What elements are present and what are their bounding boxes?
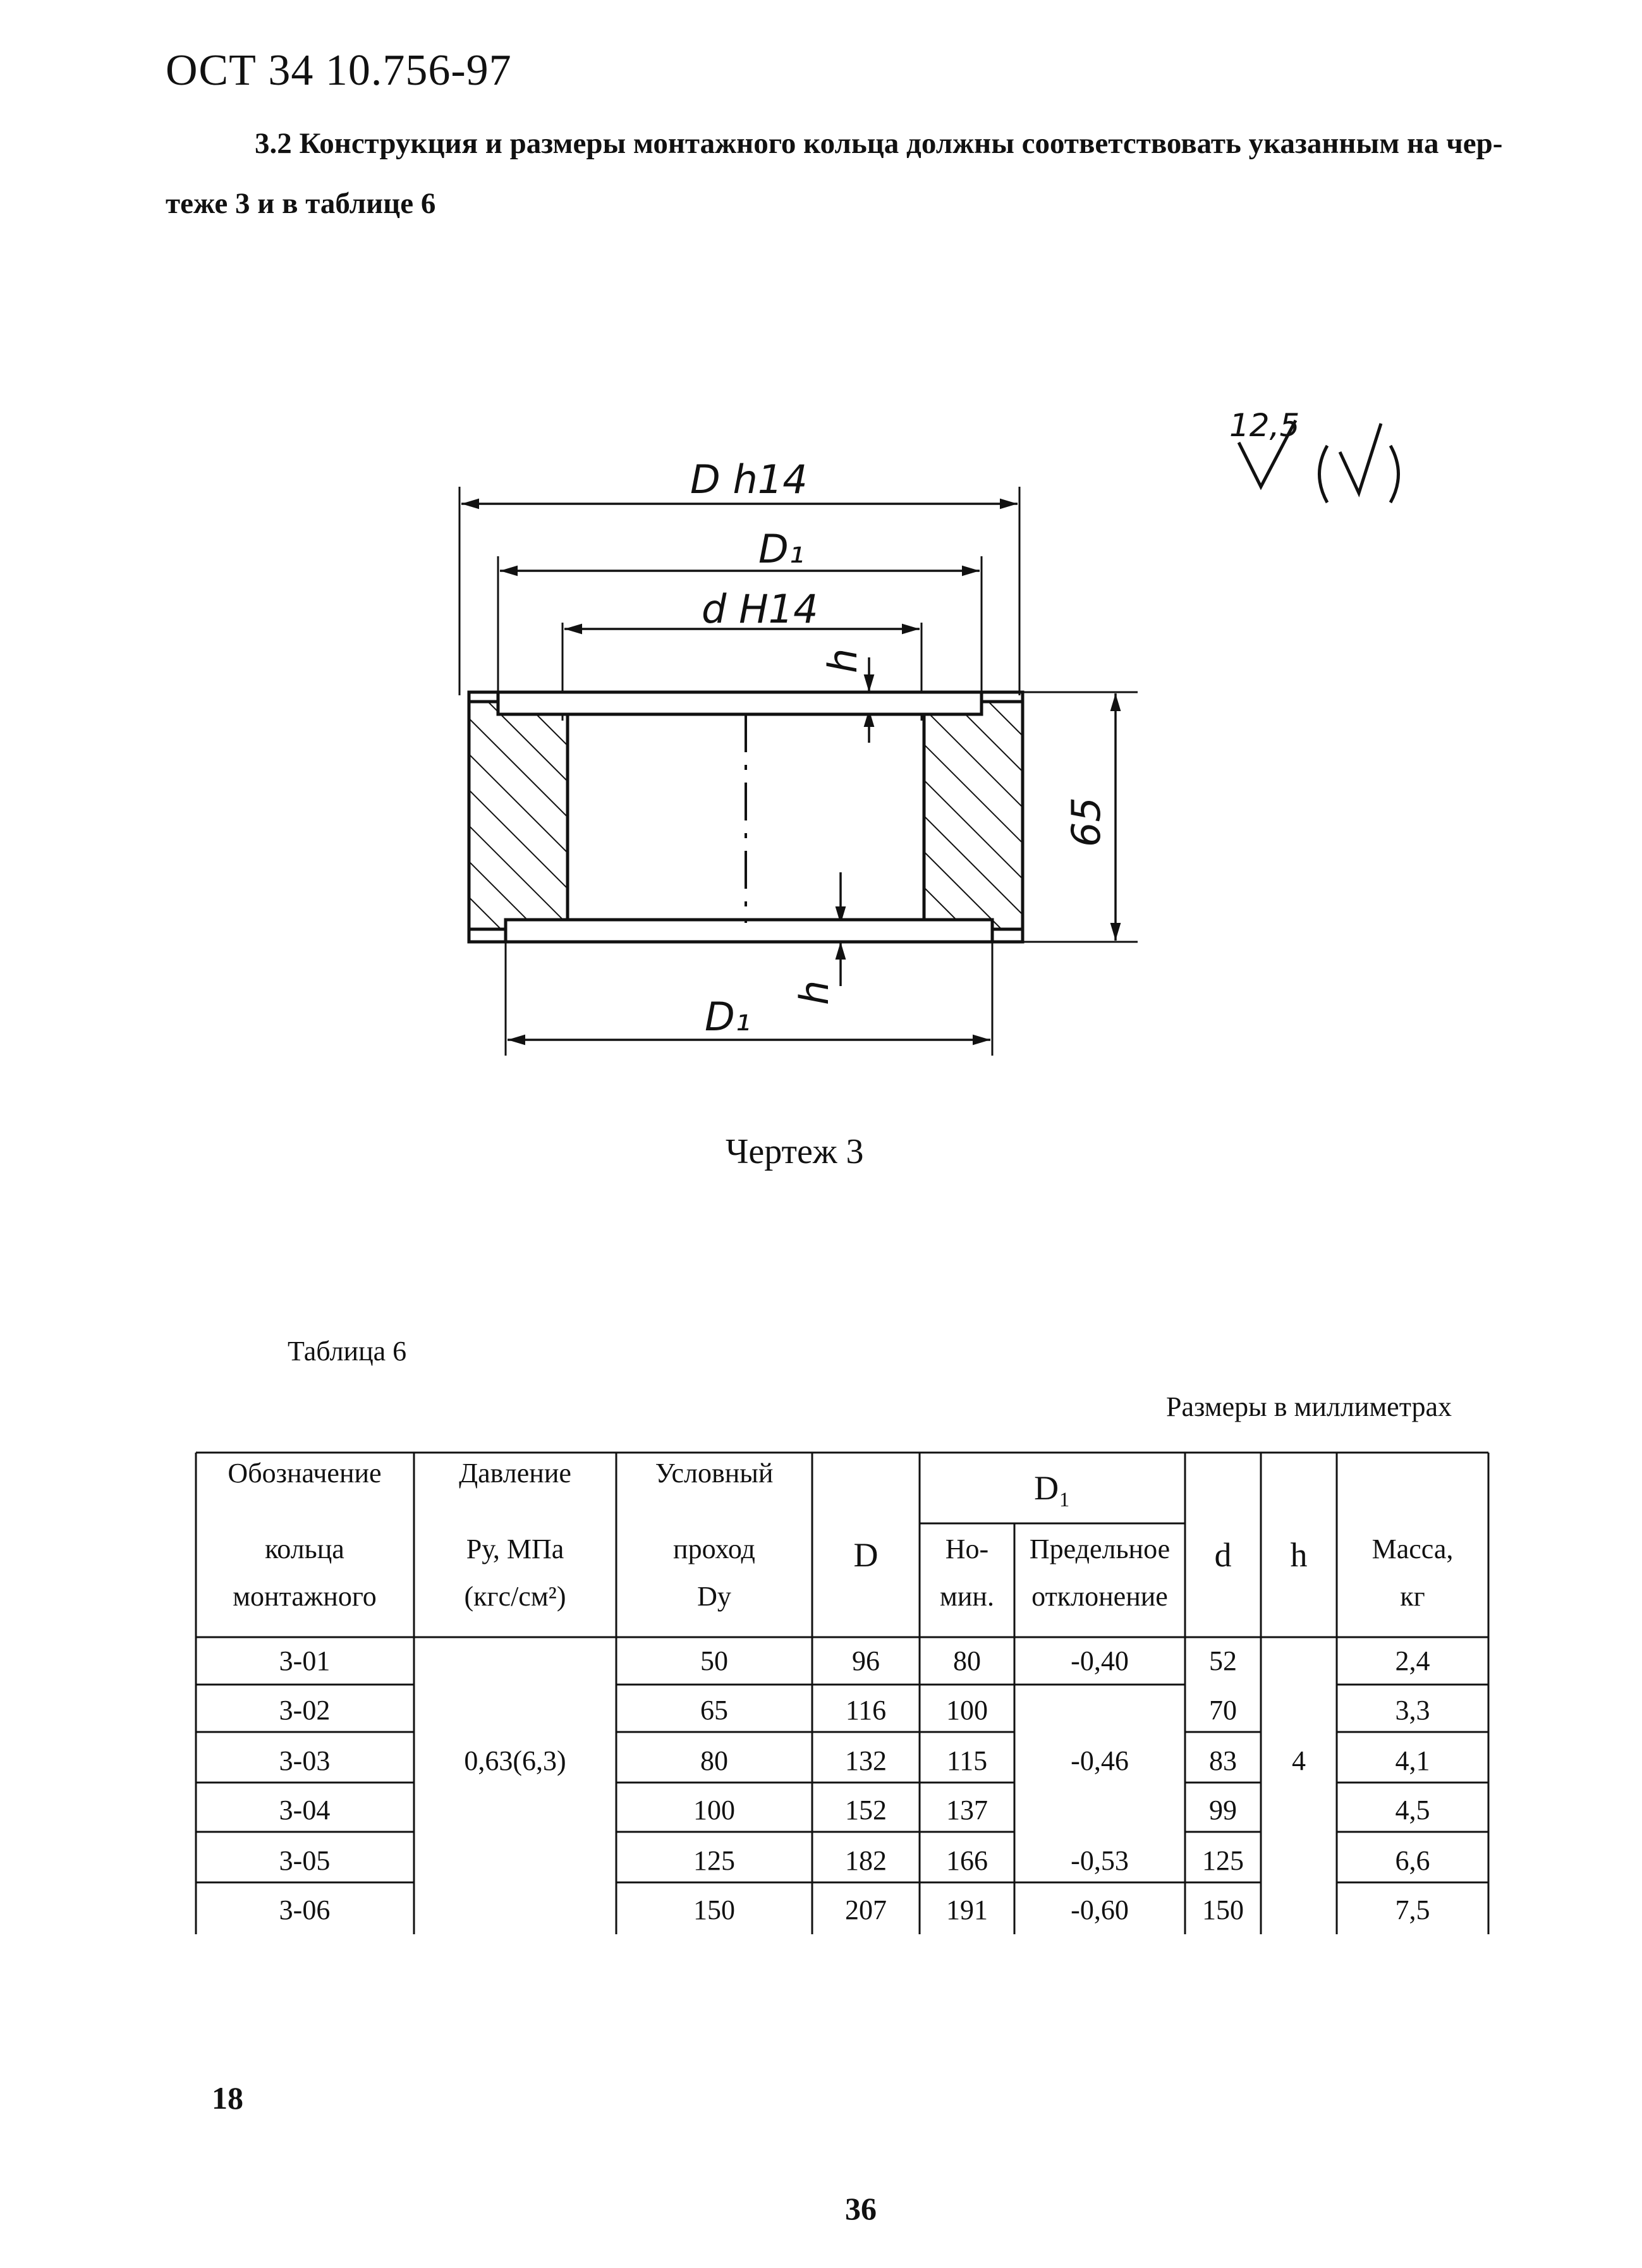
dim-label-height: 65 <box>1063 797 1109 847</box>
header-D1-deviation-2: отклонение <box>1031 1581 1168 1612</box>
header-D1-nominal-2: мин. <box>940 1581 994 1612</box>
cell-designation: 3-05 <box>279 1845 331 1876</box>
paragraph-line-2: теже 3 и в таблице 6 <box>166 187 436 220</box>
cell-mass: 4,5 <box>1395 1795 1430 1826</box>
cell-designation: 3-03 <box>279 1745 331 1776</box>
header-designation-2: кольца <box>265 1533 344 1564</box>
cell-d1: 137 <box>946 1795 988 1826</box>
cell-d: 116 <box>845 1695 887 1726</box>
header-mass-1: Масса, <box>1371 1533 1454 1564</box>
cell-designation: 3-04 <box>279 1795 331 1826</box>
header-pressure-2: Ру, МПа <box>466 1533 564 1564</box>
header-designation-3: монтажного <box>233 1581 377 1612</box>
header-D1: D₁ <box>1034 1469 1071 1507</box>
cell-deviation-4: -0,60 <box>1071 1894 1129 1925</box>
cell-mass: 6,6 <box>1395 1845 1430 1876</box>
dim-label-h-top: h <box>820 648 866 673</box>
header-passage-3: Dу <box>697 1581 731 1612</box>
sheet-number: 18 <box>212 2080 243 2116</box>
paragraph-line-1: 3.2 Конструкция и размеры монтажного кольца должны соответствовать указанным на чер- <box>255 127 1503 160</box>
cell-d: 152 <box>845 1795 887 1826</box>
header-D1-deviation-1: Предельное <box>1029 1533 1171 1564</box>
cell-mass: 7,5 <box>1395 1894 1430 1925</box>
cell-mass: 4,1 <box>1395 1745 1430 1776</box>
header-D1-nominal-1: Но- <box>945 1533 989 1564</box>
table-grid <box>196 1453 1488 1934</box>
header-D: D <box>853 1536 879 1574</box>
cell-d1: 166 <box>946 1845 988 1876</box>
cell-d1: 80 <box>953 1645 981 1676</box>
cell-mass: 3,3 <box>1395 1695 1430 1726</box>
cell-passage: 65 <box>700 1695 728 1726</box>
cell-designation: 3-06 <box>279 1894 331 1925</box>
header-pressure-1: Давление <box>459 1458 571 1489</box>
cell-pressure-merged: 0,63(6,3) <box>464 1745 566 1776</box>
table-rows <box>279 1645 1430 1925</box>
dim-label-d1-bottom: D₁ <box>705 994 751 1040</box>
cell-designation: 3-01 <box>279 1645 331 1676</box>
cell-d1: 115 <box>946 1745 988 1776</box>
cell-d: 132 <box>845 1745 887 1776</box>
drawing-caption: Чертеж 3 <box>726 1132 864 1171</box>
dim-label-d1-top: D₁ <box>758 526 805 572</box>
page-number: 36 <box>845 2191 877 2226</box>
cell-h-merged: 4 <box>1292 1745 1306 1776</box>
cell-d: 207 <box>845 1894 887 1925</box>
header-pressure-3: (кгс/см²) <box>464 1581 566 1612</box>
cell-mass: 2,4 <box>1395 1645 1430 1676</box>
header-passage-1: Условный <box>655 1458 774 1489</box>
cell-passage: 80 <box>700 1745 728 1776</box>
cell-passage: 150 <box>693 1894 735 1925</box>
cell-deviation-2: -0,46 <box>1071 1745 1129 1776</box>
dim-label-outer: D h14 <box>690 456 808 503</box>
table-title: Таблица 6 <box>288 1336 407 1367</box>
cell-d1: 100 <box>946 1695 988 1726</box>
cell-d1: 191 <box>946 1894 988 1925</box>
cell-d: 52 <box>1209 1645 1237 1676</box>
units-note: Размеры в миллиметрах <box>1166 1391 1452 1422</box>
dim-label-h-bottom: h <box>791 980 837 1005</box>
cell-d: 125 <box>1202 1845 1244 1876</box>
document-code: ОСТ 34 10.756-97 <box>166 46 512 95</box>
cell-d: 96 <box>852 1645 880 1676</box>
cell-d: 99 <box>1209 1795 1237 1826</box>
cell-d: 182 <box>845 1845 887 1876</box>
header-passage-2: проход <box>673 1533 755 1564</box>
cell-d: 70 <box>1209 1695 1237 1726</box>
cell-passage: 125 <box>693 1845 735 1876</box>
header-designation-1: Обозначение <box>228 1458 382 1489</box>
cell-passage: 100 <box>693 1795 735 1826</box>
header-d: d <box>1214 1536 1232 1574</box>
cell-d: 83 <box>1209 1745 1237 1776</box>
dim-label-inner: d H14 <box>702 586 818 632</box>
cell-passage: 50 <box>700 1645 728 1676</box>
header-mass-2: кг <box>1400 1581 1425 1612</box>
cell-deviation-3: -0,53 <box>1071 1845 1129 1876</box>
header-h: h <box>1290 1536 1308 1574</box>
cell-designation: 3-02 <box>279 1695 331 1726</box>
cell-d: 150 <box>1202 1894 1244 1925</box>
cell-deviation-1: -0,40 <box>1071 1645 1129 1676</box>
roughness-value: 12,5 <box>1229 407 1300 444</box>
